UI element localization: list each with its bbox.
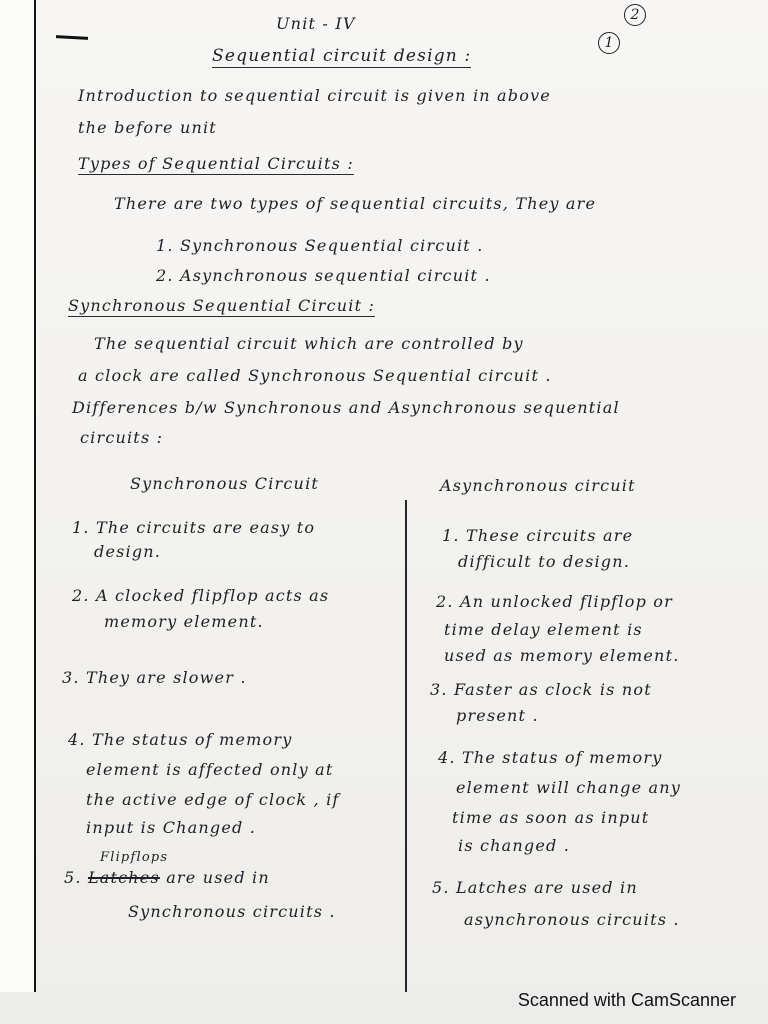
page-number-circled-secondary: 1 [598,32,620,54]
differences-heading-line-1: Differences b/w Synchronous and Asynchronous sequential [72,398,620,417]
right-item-4-line-3: time as soon as input [452,808,650,827]
right-item-2-line-1: 2. An unlocked flipflop or [436,592,673,611]
left-item-5-line-1: 5. Latches are used in [64,868,270,887]
right-item-2-line-3: used as memory element. [444,646,680,665]
left-item-3-line-1: 3. They are slower . [62,668,247,687]
left-item-1-line-1: 1. The circuits are easy to [72,518,316,537]
unit-heading: Unit - IV [276,14,356,33]
right-item-5-line-1: 5. Latches are used in [432,878,638,897]
left-item-4-line-3: the active edge of clock , if [86,790,340,809]
page-number-circled: 2 [624,4,646,26]
right-item-1-line-1: 1. These circuits are [442,526,634,545]
left-item-5-line-2: Synchronous circuits . [128,902,336,921]
right-item-3-line-1: 3. Faster as clock is not [430,680,652,699]
types-sentence: There are two types of sequential circuits, They are [114,194,597,213]
sync-definition-line-1: The sequential circuit which are controlled by [94,334,524,353]
scanner-watermark: Scanned with CamScanner [517,990,736,1010]
column-divider [405,500,407,992]
right-item-4-line-1: 4. The status of memory [438,748,663,767]
page-title: Sequential circuit design : [212,46,472,66]
differences-heading-line-2: circuits : [80,428,164,447]
right-item-4-line-4: is changed . [458,836,571,855]
intro-line-1: Introduction to sequential circuit is given in above [78,86,551,105]
types-item-1: 1. Synchronous Sequential circuit . [156,236,484,255]
right-item-1-line-2: difficult to design. [458,552,631,571]
types-item-2: 2. Asynchronous sequential circuit . [156,266,491,285]
right-column-heading: Asynchronous circuit [440,476,636,495]
left-item-2-line-1: 2. A clocked flipflop acts as [72,586,330,605]
right-item-5-line-2: asynchronous circuits . [464,910,680,929]
page-left-margin [0,0,36,1000]
left-column-heading: Synchronous Circuit [130,474,320,493]
crossed-out-word: Latches [87,868,160,887]
margin-dash-mark [56,35,88,40]
right-item-2-line-2: time delay element is [444,620,643,639]
intro-line-2: the before unit [78,118,217,137]
left-item-4-line-4: input is Changed . [86,818,257,837]
right-item-4-line-2: element will change any [456,778,682,797]
types-heading: Types of Sequential Circuits : [78,154,354,173]
left-item-2-line-2: memory element. [104,612,264,631]
sync-definition-heading: Synchronous Sequential Circuit : [68,296,376,315]
left-item-4-line-2: element is affected only at [86,760,334,779]
left-item-5-insertion: Flipflops [100,850,169,865]
left-item-1-line-2: design. [94,542,162,561]
right-item-3-line-2: present . [456,706,539,725]
sync-definition-line-2: a clock are called Synchronous Sequential circuit . [78,366,552,385]
left-item-4-line-1: 4. The status of memory [68,730,293,749]
